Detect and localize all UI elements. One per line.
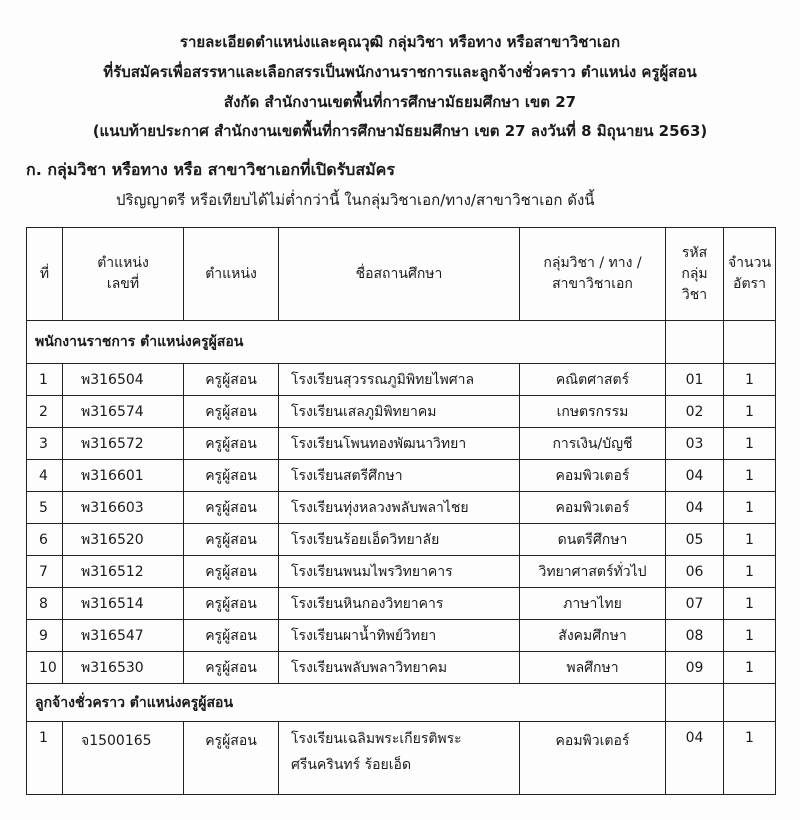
cell-count: 1 — [724, 556, 776, 588]
cell-position: ครูผู้สอน — [184, 364, 279, 396]
cell-no: 4 — [27, 460, 63, 492]
cell-position-no: พ316603 — [63, 492, 184, 524]
cell-code: 09 — [666, 652, 724, 684]
table-row — [27, 428, 776, 460]
cell-code: 06 — [666, 556, 724, 588]
cell-count: 1 — [724, 492, 776, 524]
cell-subject: เกษตรกรรม — [520, 396, 666, 428]
doc-title-line-2: ที่รับสมัครเพื่อสรรหาและเลือกสรรเป็นพนักงานราชการและลูกจ้างชั่วคราว ตำแหน่ง ครูผู้สอน — [103, 63, 697, 81]
cell-code: 05 — [666, 524, 724, 556]
cell-count: 1 — [724, 396, 776, 428]
table-row — [27, 588, 776, 620]
cell-code: 02 — [666, 396, 724, 428]
table-row — [27, 364, 776, 396]
header-position: ตำแหน่ง — [184, 228, 279, 321]
cell-no: 1 — [27, 722, 63, 795]
table-row — [27, 620, 776, 652]
header-no: ที่ — [27, 228, 63, 321]
cell-position: ครูผู้สอน — [184, 524, 279, 556]
table-body — [27, 321, 776, 795]
cell-code: 04 — [666, 460, 724, 492]
header-code: รหัส กลุ่ม วิชา — [666, 228, 724, 321]
cell-no: 5 — [27, 492, 63, 524]
cell-subject: วิทยาศาสตร์ทั่วไป — [520, 556, 666, 588]
cell-position: ครูผู้สอน — [184, 556, 279, 588]
cell-subject: การเงิน/บัญชี — [520, 428, 666, 460]
cell-school: โรงเรียนพลับพลาวิทยาคม — [279, 652, 520, 684]
cell-position-no: พ316572 — [63, 428, 184, 460]
cell-position-no: พ316530 — [63, 652, 184, 684]
table-row — [27, 492, 776, 524]
cell-no: 1 — [27, 364, 63, 396]
cell-school: โรงเรียนเฉลิมพระเกียรติพระศรีนครินทร์ ร้อยเอ็ด — [279, 722, 520, 795]
table-row — [27, 460, 776, 492]
cell-position: ครูผู้สอน — [184, 396, 279, 428]
cell-code: 04 — [666, 722, 724, 795]
header-count: จำนวน อัตรา — [724, 228, 776, 321]
cell-position-no: พ316512 — [63, 556, 184, 588]
cell-no: 8 — [27, 588, 63, 620]
cell-no: 10 — [27, 652, 63, 684]
cell-school: โรงเรียนหินกองวิทยาคาร — [279, 588, 520, 620]
cell-school: โรงเรียนสุวรรณภูมิพิทยไพศาล — [279, 364, 520, 396]
cell-position-no: พ316574 — [63, 396, 184, 428]
cell-school: โรงเรียนพนมไพรวิทยาคาร — [279, 556, 520, 588]
table-row — [27, 396, 776, 428]
cell-subject: คอมพิวเตอร์ — [520, 460, 666, 492]
cell-subject: คณิตศาสตร์ — [520, 364, 666, 396]
cell-position: ครูผู้สอน — [184, 460, 279, 492]
cell-position-no: พ316520 — [63, 524, 184, 556]
doc-title-line-4: (แนบท้ายประกาศ สำนักงานเขตพื้นที่การศึกษามัธยมศึกษา เขต 27 ลงวันที่ 8 มิถุนายน 2563) — [92, 122, 708, 140]
cell-subject: ภาษาไทย — [520, 588, 666, 620]
cell-school: โรงเรียนเสลภูมิพิทยาคม — [279, 396, 520, 428]
cell-count: 1 — [724, 428, 776, 460]
cell-no: 7 — [27, 556, 63, 588]
cell-position-no: จ1500165 — [63, 722, 184, 795]
cell-count: 1 — [724, 620, 776, 652]
section-a-title: ก. กลุ่มวิชา หรือทาง หรือ สาขาวิชาเอกที่เปิดรับสมัคร — [26, 160, 395, 179]
cell-no: 9 — [27, 620, 63, 652]
cell-position: ครูผู้สอน — [184, 492, 279, 524]
cell-position: ครูผู้สอน — [184, 652, 279, 684]
positions-table — [26, 227, 776, 795]
cell-position: ครูผู้สอน — [184, 588, 279, 620]
group-header-row — [27, 684, 776, 722]
cell-count: 1 — [724, 722, 776, 795]
cell-position: ครูผู้สอน — [184, 722, 279, 795]
cell-no: 3 — [27, 428, 63, 460]
cell-code: 01 — [666, 364, 724, 396]
doc-title-line-1: รายละเอียดตำแหน่งและคุณวุฒิ กลุ่มวิชา หรือทาง หรือสาขาวิชาเอก — [179, 33, 621, 51]
cell-position-no: พ316547 — [63, 620, 184, 652]
cell-code: 03 — [666, 428, 724, 460]
cell-subject: คอมพิวเตอร์ — [520, 492, 666, 524]
cell-count: 1 — [724, 364, 776, 396]
cell-subject: ดนตรีศึกษา — [520, 524, 666, 556]
doc-title-line-3: สังกัด สำนักงานเขตพื้นที่การศึกษามัธยมศึกษา เขต 27 — [223, 93, 577, 111]
cell-count: 1 — [724, 588, 776, 620]
cell-code: 07 — [666, 588, 724, 620]
cell-no: 2 — [27, 396, 63, 428]
header-subject: กลุ่มวิชา / ทาง / สาขาวิชาเอก — [520, 228, 666, 321]
cell-position-no: พ316504 — [63, 364, 184, 396]
table-row — [27, 722, 776, 795]
cell-code: 04 — [666, 492, 724, 524]
cell-school: โรงเรียนทุ่งหลวงพลับพลาไชย — [279, 492, 520, 524]
cell-count: 1 — [724, 524, 776, 556]
header-school: ชื่อสถานศึกษา — [279, 228, 520, 321]
cell-school: โรงเรียนโพนทองพัฒนาวิทยา — [279, 428, 520, 460]
table-row — [27, 556, 776, 588]
cell-position-no: พ316514 — [63, 588, 184, 620]
cell-count: 1 — [724, 460, 776, 492]
cell-subject: สังคมศึกษา — [520, 620, 666, 652]
group-label: ลูกจ้างชั่วคราว ตำแหน่งครูผู้สอน — [27, 684, 666, 722]
table-header-row — [27, 228, 776, 321]
cell-school: โรงเรียนผาน้ำทิพย์วิทยา — [279, 620, 520, 652]
cell-school: โรงเรียนร้อยเอ็ดวิทยาลัย — [279, 524, 520, 556]
cell-count: 1 — [724, 652, 776, 684]
cell-code: 08 — [666, 620, 724, 652]
cell-subject: พลศึกษา — [520, 652, 666, 684]
header-position-no: ตำแหน่ง เลขที่ — [63, 228, 184, 321]
table-row — [27, 652, 776, 684]
section-a-subtitle: ปริญญาตรี หรือเทียบได้ไม่ต่ำกว่านี้ ในกลุ่มวิชาเอก/ทาง/สาขาวิชาเอก ดังนี้ — [116, 191, 595, 209]
table-row — [27, 524, 776, 556]
cell-school: โรงเรียนสตรีศึกษา — [279, 460, 520, 492]
cell-position-no: พ316601 — [63, 460, 184, 492]
cell-no: 6 — [27, 524, 63, 556]
cell-position: ครูผู้สอน — [184, 620, 279, 652]
cell-subject: คอมพิวเตอร์ — [520, 722, 666, 795]
cell-position: ครูผู้สอน — [184, 428, 279, 460]
group-header-row — [27, 321, 776, 364]
group-label: พนักงานราชการ ตำแหน่งครูผู้สอน — [27, 321, 666, 364]
